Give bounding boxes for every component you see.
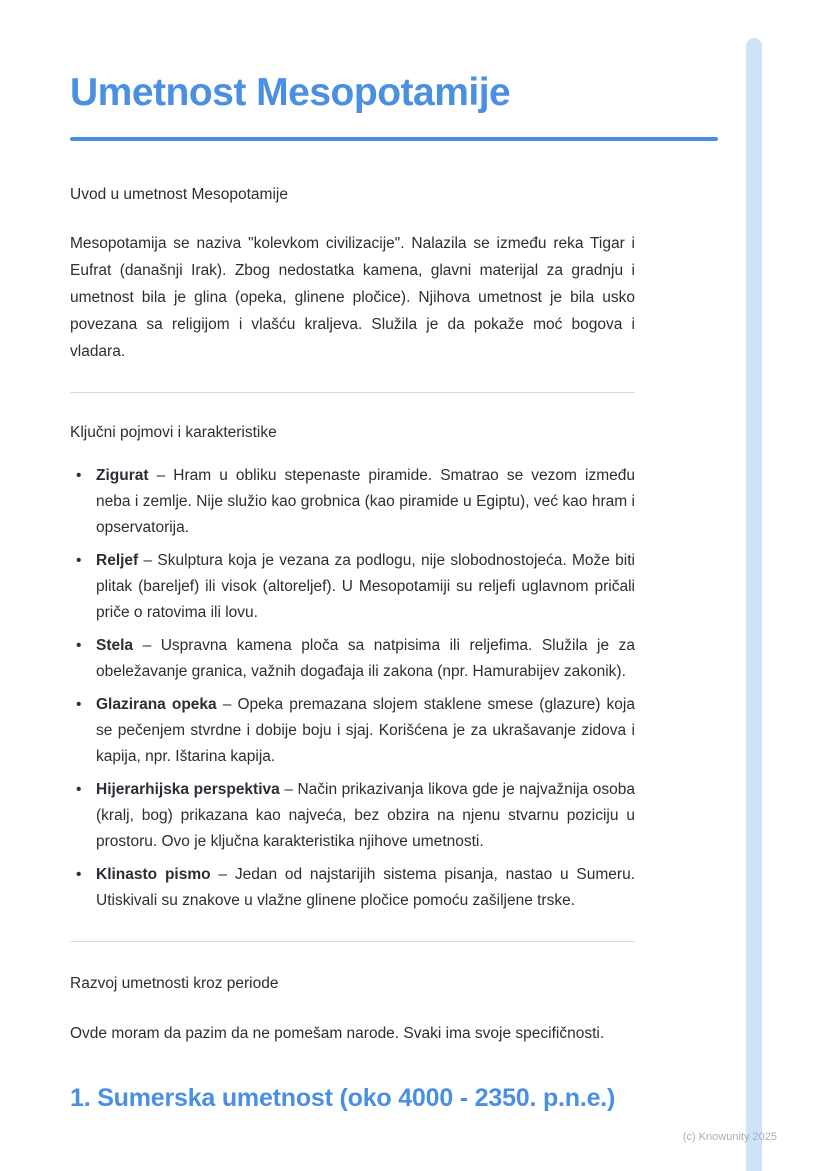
term-name: Reljef xyxy=(96,551,139,569)
section-divider xyxy=(70,941,635,942)
list-item xyxy=(70,463,635,541)
section-1-heading: 1. Sumerska umetnost (oko 4000 - 2350. p.n.e.) xyxy=(70,1083,616,1112)
list-item xyxy=(70,633,635,685)
term-name: Stela xyxy=(96,636,134,654)
development-heading: Razvoj umetnosti kroz periode xyxy=(70,974,279,992)
term-name: Klinasto pismo xyxy=(96,865,211,883)
page-title: Umetnost Mesopotamije xyxy=(70,71,511,114)
term-name: Glazirana opeka xyxy=(96,695,217,713)
key-terms-heading: Ključni pojmovi i karakteristike xyxy=(70,423,277,441)
term-definition: – Uspravna kamena ploča sa natpisima ili reljefima. Služila je za obeležavanje granica, važnih događaja ili zakona (npr. Hamurabijev zakonik). xyxy=(96,636,635,680)
list-item xyxy=(70,548,635,626)
list-item xyxy=(70,862,635,914)
term-definition: – Način prikazivanja likova gde je najvažnija osoba (kralj, bog) prikazana kao najveća, bez obzira na njenu stvarnu poziciju u prostoru. Ovo je ključna karakteristika njihove umetnosti. xyxy=(96,780,635,850)
term-definition: – Hram u obliku stepenaste piramide. Smatrao se vezom između neba i zemlje. Nije služio kao grobnica (kao piramide u Egiptu), već kao hram i opservatorija. xyxy=(96,466,635,536)
term-name: Zigurat xyxy=(96,466,149,484)
intro-heading: Uvod u umetnost Mesopotamije xyxy=(70,185,288,203)
section-divider xyxy=(70,392,635,393)
term-definition: – Skulptura koja je vezana za podlogu, nije slobodnostojeća. Može biti plitak (bareljef) ili visok (altoreljef). U Mesopotamiji su reljefi uglavnom pričali priče o ratovima ili lovu. xyxy=(96,551,635,621)
development-note: Ovde moram da pazim da ne pomešam narode. Svaki ima svoje specifičnosti. xyxy=(70,1024,605,1042)
term-name: Hijerarhijska perspektiva xyxy=(96,780,280,798)
list-item xyxy=(70,777,635,855)
copyright-footer: (c) Knowunity 2025 xyxy=(682,1131,777,1143)
term-definition: – Opeka premazana slojem staklene smese (glazure) koja se pečenjem stvrdne i dobije boju i sjaj. Korišćena je za ukrašavanje zidova i kapija, npr. Ištarina kapija. xyxy=(96,695,635,765)
list-item xyxy=(70,692,635,770)
key-terms-list xyxy=(70,463,635,914)
text-column xyxy=(70,185,635,1114)
intro-paragraph: Mesopotamija se naziva "kolevkom civilizacije". Nalazila se između reka Tigar i Eufrat (današnji Irak). Zbog nedostatka kamena, glavni materijal za gradnju i umetnost bila je glina (opeka, glinene pločice). Njihova umetnost je bila usko povezana sa religijom i vlašću kraljeva. Služila je da pokaže moć bogova i vladara. xyxy=(70,234,635,360)
term-definition: – Jedan od najstarijih sistema pisanja, nastao u Sumeru. Utiskivali su znakove u vlažne glinene pločice pomoću zašiljene trske. xyxy=(96,865,635,909)
title-underline xyxy=(70,137,718,141)
